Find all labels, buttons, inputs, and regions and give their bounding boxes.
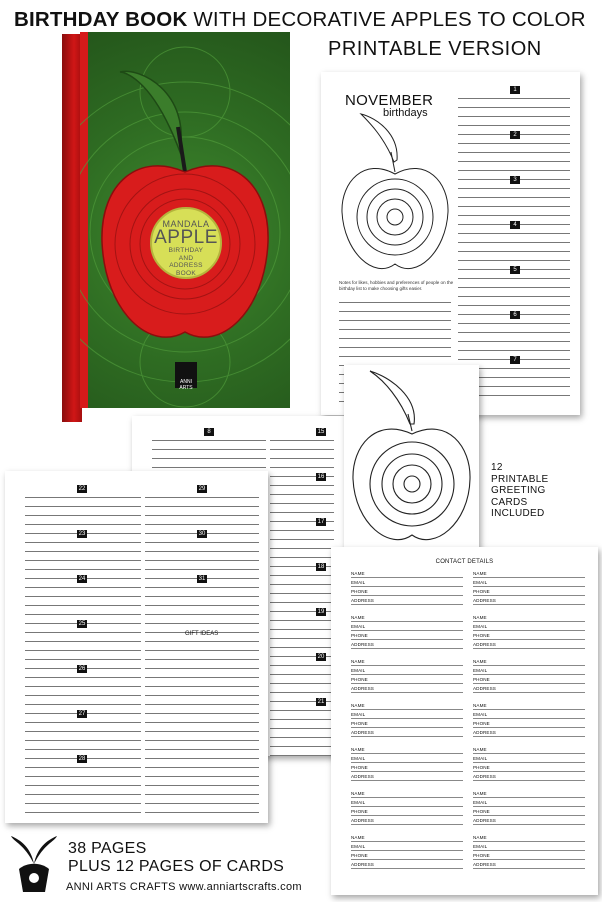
writing-line — [145, 768, 259, 777]
caption-line-5: INCLUDED — [491, 508, 545, 519]
contact-field-label: PHONE — [473, 677, 490, 682]
contact-field-label: NAME — [351, 615, 365, 620]
cover-logo: ANNI ARTS — [175, 362, 197, 388]
contact-field-label: PHONE — [473, 853, 490, 858]
contact-field-label: ADDRESS — [473, 818, 496, 823]
day-number-tag: 31 — [198, 576, 206, 582]
contact-field-line — [351, 868, 463, 869]
writing-line — [145, 723, 259, 732]
writing-line — [25, 498, 141, 507]
contact-field-line — [473, 868, 585, 869]
brand-name: ANNI ARTS CRAFTS — [66, 881, 176, 893]
contact-field-line — [473, 709, 585, 710]
contact-field-line — [473, 683, 585, 684]
writing-line — [25, 516, 141, 525]
notes-description: Notes for likes, hobbies and preferences of people on the birthday list to make choosing gifts easier. — [339, 280, 454, 291]
writing-line — [270, 621, 334, 630]
writing-line — [339, 339, 451, 348]
month-subtitle: birthdays — [383, 107, 428, 119]
contact-field-line — [351, 604, 463, 605]
cover-line-mandala: MANDALA — [162, 219, 210, 229]
contact-field-label: NAME — [473, 659, 487, 664]
writing-line — [145, 606, 259, 615]
contact-field-label: NAME — [473, 791, 487, 796]
contact-field-line — [351, 736, 463, 737]
writing-line — [25, 687, 141, 696]
contact-field-label: PHONE — [473, 633, 490, 638]
writing-line — [145, 759, 259, 768]
contact-field-line — [473, 665, 585, 666]
writing-line — [152, 450, 266, 459]
contact-field-label: ADDRESS — [473, 774, 496, 779]
writing-line — [458, 108, 570, 117]
writing-line — [270, 441, 334, 450]
month-title: NOVEMBER — [345, 92, 434, 109]
contact-field-label: NAME — [473, 835, 487, 840]
day-number-tag: 28 — [78, 756, 86, 762]
writing-line — [339, 303, 451, 312]
contact-field-line — [351, 771, 463, 772]
writing-line — [270, 639, 334, 648]
writing-line — [25, 507, 141, 516]
contact-field-line — [351, 709, 463, 710]
contact-field-line — [473, 692, 585, 693]
contact-field-line — [351, 727, 463, 728]
contact-field-label: NAME — [351, 791, 365, 796]
writing-line — [145, 714, 259, 723]
writing-line — [25, 795, 141, 804]
day-number-tag: 3 — [510, 176, 520, 184]
day-number-tag: 23 — [78, 531, 86, 537]
contact-field-label: EMAIL — [351, 844, 366, 849]
contact-field-line — [351, 639, 463, 640]
writing-line — [339, 321, 451, 330]
contact-field-label: PHONE — [351, 809, 368, 814]
day-number-tag: 2 — [510, 131, 520, 139]
day-number-tag: 26 — [78, 666, 86, 672]
contact-field-label: PHONE — [351, 721, 368, 726]
right-lines — [270, 429, 334, 756]
contact-field-label: PHONE — [351, 677, 368, 682]
contact-field-label: EMAIL — [473, 756, 488, 761]
writing-line — [270, 495, 334, 504]
writing-line — [339, 312, 451, 321]
writing-line — [25, 633, 141, 642]
greeting-card-preview — [344, 365, 479, 552]
contact-field-line — [473, 771, 585, 772]
day-number-tag: 19 — [317, 609, 325, 615]
day-number-tag: 27 — [78, 711, 86, 717]
writing-line — [339, 330, 451, 339]
writing-line — [458, 117, 570, 126]
contact-field-label: NAME — [351, 747, 365, 752]
contact-field-line — [351, 859, 463, 860]
contact-field-label: ADDRESS — [351, 642, 374, 647]
contact-field-line — [351, 824, 463, 825]
cover-line-and: AND — [178, 254, 194, 262]
day-number-tag: 15 — [317, 429, 325, 435]
contact-field-label: PHONE — [351, 853, 368, 858]
caption-line-3: GREETING — [491, 485, 546, 496]
contact-field-line — [351, 648, 463, 649]
contact-field-label: ADDRESS — [351, 862, 374, 867]
writing-line — [145, 696, 259, 705]
writing-line — [270, 504, 334, 513]
writing-line — [270, 747, 334, 756]
contact-field-line — [473, 762, 585, 763]
day-number-tag: 8 — [204, 428, 214, 436]
contact-field-label: ADDRESS — [351, 730, 374, 735]
writing-line — [458, 153, 570, 162]
contact-field-line — [473, 621, 585, 622]
writing-line — [270, 585, 334, 594]
writing-line — [270, 684, 334, 693]
contact-field-label: ADDRESS — [473, 862, 496, 867]
contact-header: CONTACT DETAILS — [435, 559, 494, 565]
writing-line — [145, 687, 259, 696]
contact-field-label: PHONE — [473, 809, 490, 814]
writing-line — [25, 678, 141, 687]
contact-field-label: NAME — [351, 835, 365, 840]
contact-field-label: ADDRESS — [473, 598, 496, 603]
anni-arts-logo-icon — [9, 834, 59, 894]
writing-line — [152, 441, 266, 450]
contact-field-line — [473, 806, 585, 807]
book-front-cover — [80, 32, 290, 408]
writing-line — [145, 516, 259, 525]
contact-field-line — [473, 630, 585, 631]
contact-field-line — [351, 762, 463, 763]
writing-line — [145, 552, 259, 561]
contact-field-label: EMAIL — [351, 580, 366, 585]
writing-line — [458, 279, 570, 288]
writing-line — [458, 144, 570, 153]
contact-field-line — [351, 841, 463, 842]
contact-field-line — [473, 841, 585, 842]
writing-line — [25, 651, 141, 660]
contact-field-line — [351, 718, 463, 719]
contact-field-line — [351, 621, 463, 622]
writing-line — [458, 234, 570, 243]
contact-field-label: NAME — [473, 571, 487, 576]
caption-line-4: CARDS — [491, 496, 528, 508]
writing-line — [145, 507, 259, 516]
contact-field-line — [473, 718, 585, 719]
brand-line — [66, 881, 302, 893]
contact-details-page — [331, 547, 598, 895]
writing-line — [458, 99, 570, 108]
writing-line — [145, 795, 259, 804]
contact-field-line — [473, 859, 585, 860]
product-subtitle: PRINTABLE VERSION — [328, 38, 542, 60]
writing-line — [145, 669, 259, 678]
contact-field-line — [473, 797, 585, 798]
writing-line — [270, 729, 334, 738]
day-number-tag: 17 — [317, 519, 325, 525]
contact-field-line — [473, 586, 585, 587]
writing-line — [25, 552, 141, 561]
day-lines-column — [458, 87, 570, 396]
caption-line-1: 12 — [491, 462, 503, 473]
contact-field-line — [351, 780, 463, 781]
cover-line-apple: APPLE — [154, 227, 218, 248]
writing-line — [270, 711, 334, 720]
contact-field-line — [473, 604, 585, 605]
contact-field-line — [351, 630, 463, 631]
writing-line — [25, 723, 141, 732]
writing-line — [270, 486, 334, 495]
writing-line — [25, 786, 141, 795]
contact-field-label: ADDRESS — [473, 730, 496, 735]
day-number-tag: 29 — [198, 486, 206, 492]
writing-line — [270, 531, 334, 540]
contact-field-line — [351, 683, 463, 684]
contact-field-line — [473, 595, 585, 596]
contact-field-line — [351, 806, 463, 807]
contact-field-line — [351, 815, 463, 816]
page-count — [68, 840, 284, 876]
writing-line — [145, 777, 259, 786]
cover-line-address: ADDRESS — [169, 262, 203, 269]
cover-title-badge — [150, 207, 222, 279]
right-lines — [145, 486, 259, 813]
november-birthdays-page — [321, 72, 580, 415]
writing-line — [270, 549, 334, 558]
writing-line — [458, 324, 570, 333]
writing-line — [25, 696, 141, 705]
day-number-tag: 25 — [78, 621, 86, 627]
day-number-tag: 7 — [510, 356, 520, 364]
writing-line — [25, 642, 141, 651]
day-number-tag: 30 — [198, 531, 206, 537]
writing-line — [145, 615, 259, 624]
writing-line — [270, 450, 334, 459]
birthdays-page-22-31 — [5, 471, 268, 823]
contact-field-line — [351, 753, 463, 754]
left-lines — [25, 486, 141, 813]
writing-line — [458, 297, 570, 306]
writing-line — [145, 561, 259, 570]
contact-field-label: NAME — [473, 615, 487, 620]
contact-field-line — [351, 674, 463, 675]
contact-field-line — [351, 797, 463, 798]
contact-field-label: NAME — [351, 659, 365, 664]
writing-line — [270, 540, 334, 549]
brand-url[interactable]: www.anniartscrafts.com — [179, 881, 302, 893]
contact-field-label: NAME — [351, 703, 365, 708]
page-count-line-2: PLUS 12 PAGES OF CARDS — [68, 858, 285, 875]
contact-field-label: ADDRESS — [351, 686, 374, 691]
contact-field-label: EMAIL — [473, 800, 488, 805]
writing-line — [458, 243, 570, 252]
writing-line — [270, 738, 334, 747]
contact-field-label: EMAIL — [473, 624, 488, 629]
day-number-tag: 1 — [510, 86, 520, 94]
contact-field-label: PHONE — [473, 589, 490, 594]
contact-field-line — [473, 577, 585, 578]
day-number-tag: 18 — [317, 564, 325, 570]
day-number-tag: 22 — [78, 486, 86, 492]
contact-field-line — [473, 648, 585, 649]
writing-line — [25, 777, 141, 786]
contact-field-label: EMAIL — [473, 668, 488, 673]
day-number-tag: 16 — [317, 474, 325, 480]
contact-field-line — [351, 586, 463, 587]
contact-field-line — [473, 780, 585, 781]
writing-line — [270, 576, 334, 585]
writing-line — [458, 288, 570, 297]
day-number-tag: 24 — [78, 576, 86, 582]
day-number-tag: 21 — [317, 699, 325, 705]
contact-field-label: EMAIL — [351, 668, 366, 673]
writing-line — [145, 678, 259, 687]
writing-line — [152, 459, 266, 468]
day-number-tag: 20 — [317, 654, 325, 660]
writing-line — [145, 660, 259, 669]
writing-line — [25, 561, 141, 570]
contact-field-line — [473, 736, 585, 737]
day-number-tag: 4 — [510, 221, 520, 229]
contact-field-label: PHONE — [473, 721, 490, 726]
contact-field-label: NAME — [473, 747, 487, 752]
writing-line — [145, 732, 259, 741]
contact-field-line — [473, 753, 585, 754]
writing-line — [25, 768, 141, 777]
writing-line — [145, 786, 259, 795]
writing-line — [25, 804, 141, 813]
writing-line — [339, 294, 451, 303]
writing-line — [145, 498, 259, 507]
cover-line-birthday: BIRTHDAY — [168, 247, 204, 254]
caption-line-2: PRINTABLE — [491, 473, 549, 485]
writing-line — [270, 630, 334, 639]
contact-field-label: ADDRESS — [351, 818, 374, 823]
contact-field-line — [473, 815, 585, 816]
writing-line — [270, 720, 334, 729]
contact-field-label: PHONE — [351, 589, 368, 594]
contact-field-line — [473, 850, 585, 851]
writing-line — [270, 459, 334, 468]
writing-line — [145, 543, 259, 552]
contact-field-line — [351, 692, 463, 693]
day-number-tag: 6 — [510, 311, 520, 319]
writing-line — [25, 588, 141, 597]
writing-line — [25, 606, 141, 615]
contact-field-label: ADDRESS — [351, 774, 374, 779]
contact-field-label: EMAIL — [351, 800, 366, 805]
product-title — [14, 8, 586, 32]
contact-field-label: EMAIL — [351, 756, 366, 761]
contact-field-line — [473, 727, 585, 728]
writing-line — [339, 348, 451, 357]
contact-field-label: ADDRESS — [351, 598, 374, 603]
contact-field-line — [351, 577, 463, 578]
book-cover-mockup — [62, 32, 290, 422]
contact-field-line — [473, 674, 585, 675]
writing-line — [458, 198, 570, 207]
writing-line — [270, 594, 334, 603]
book-spine — [62, 34, 82, 422]
greeting-card-caption — [491, 462, 549, 520]
contact-field-line — [351, 665, 463, 666]
contact-field-label: EMAIL — [473, 580, 488, 585]
contact-field-label: NAME — [351, 571, 365, 576]
contact-field-label: PHONE — [351, 633, 368, 638]
writing-line — [25, 741, 141, 750]
contact-field-label: EMAIL — [473, 844, 488, 849]
writing-line — [25, 597, 141, 606]
cover-line-book: BOOK — [176, 269, 196, 277]
contact-field-label: PHONE — [473, 765, 490, 770]
writing-line — [458, 342, 570, 351]
contact-field-line — [351, 850, 463, 851]
writing-line — [25, 732, 141, 741]
contact-field-line — [473, 639, 585, 640]
coloring-apple-illustration — [339, 112, 451, 277]
writing-line — [145, 642, 259, 651]
card-apple-illustration — [350, 369, 473, 549]
contact-field-line — [351, 595, 463, 596]
writing-line — [145, 705, 259, 714]
writing-line — [145, 597, 259, 606]
day-number-tag: 5 — [510, 266, 520, 274]
contact-field-label: NAME — [473, 703, 487, 708]
writing-line — [145, 651, 259, 660]
writing-line — [270, 666, 334, 675]
writing-line — [458, 333, 570, 342]
writing-line — [145, 741, 259, 750]
gift-ideas-label: GIFT IDEAS — [185, 631, 219, 637]
writing-line — [145, 750, 259, 759]
title-rest: WITH DECORATIVE APPLES TO COLOR — [193, 8, 586, 31]
contact-field-label: PHONE — [351, 765, 368, 770]
writing-line — [25, 543, 141, 552]
contact-field-label: EMAIL — [351, 712, 366, 717]
contact-field-label: ADDRESS — [473, 642, 496, 647]
contact-field-label: ADDRESS — [473, 686, 496, 691]
writing-line — [145, 804, 259, 813]
contact-field-line — [473, 824, 585, 825]
writing-line — [145, 588, 259, 597]
page-count-line-1: 38 PAGES — [68, 840, 147, 857]
writing-line — [270, 675, 334, 684]
writing-line — [458, 207, 570, 216]
title-bold: BIRTHDAY BOOK — [14, 8, 188, 31]
writing-line — [458, 162, 570, 171]
writing-line — [458, 189, 570, 198]
writing-line — [458, 252, 570, 261]
contact-field-label: EMAIL — [351, 624, 366, 629]
contact-field-label: EMAIL — [473, 712, 488, 717]
